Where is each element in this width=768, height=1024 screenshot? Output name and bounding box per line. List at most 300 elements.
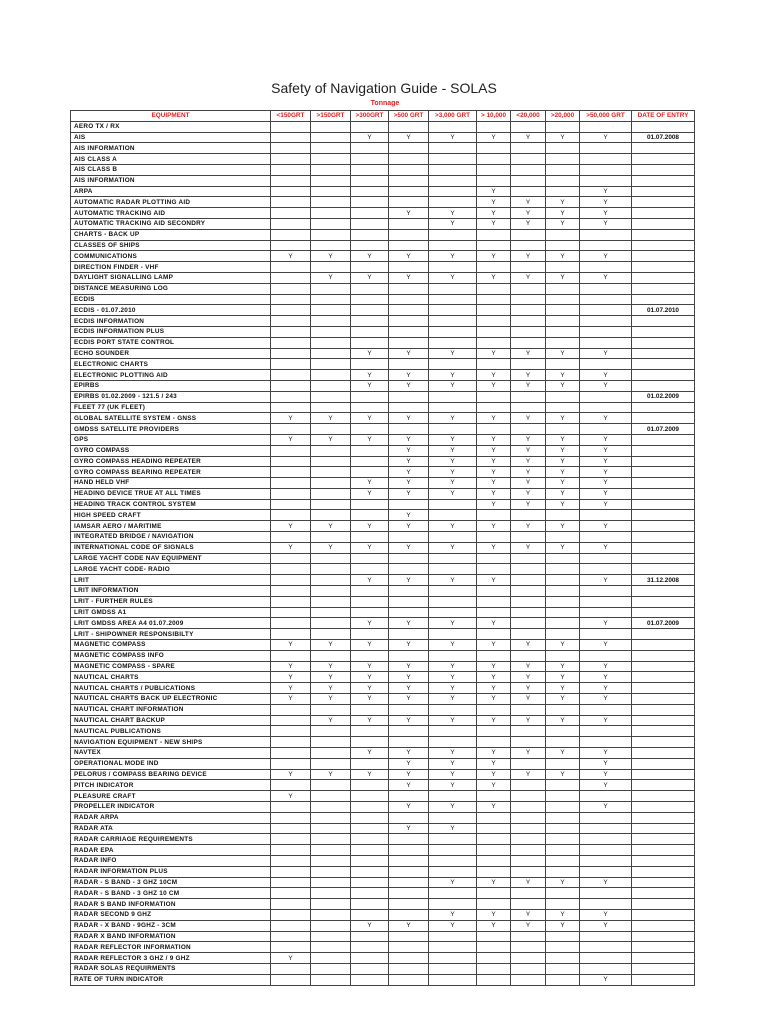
tonnage-cell <box>271 715 311 726</box>
date-of-entry-cell: 01.02.2009 <box>632 391 695 402</box>
tonnage-cell <box>389 726 429 737</box>
tonnage-cell: Y <box>511 348 546 359</box>
date-of-entry-cell <box>632 326 695 337</box>
equipment-cell: CLASSES OF SHIPS <box>71 240 271 251</box>
tonnage-cell <box>477 262 511 273</box>
tonnage-cell <box>351 218 389 229</box>
tonnage-cell <box>580 564 632 575</box>
tonnage-cell <box>580 596 632 607</box>
tonnage-cell <box>351 283 389 294</box>
date-of-entry-cell <box>632 316 695 327</box>
tonnage-cell <box>271 186 311 197</box>
tonnage-cell: Y <box>477 694 511 705</box>
tonnage-cell: Y <box>511 542 546 553</box>
date-of-entry-cell <box>632 780 695 791</box>
equipment-cell: HIGH SPEED CRAFT <box>71 510 271 521</box>
table-row <box>71 208 695 219</box>
table-row <box>71 305 695 316</box>
tonnage-cell: Y <box>511 640 546 651</box>
tonnage-cell <box>429 866 477 877</box>
tonnage-cell <box>511 229 546 240</box>
tonnage-cell <box>311 758 351 769</box>
tonnage-cell <box>429 845 477 856</box>
table-row <box>71 413 695 424</box>
tonnage-cell: Y <box>580 694 632 705</box>
tonnage-cell <box>271 272 311 283</box>
tonnage-cell: Y <box>389 683 429 694</box>
tonnage-cell <box>580 888 632 899</box>
tonnage-cell: Y <box>546 272 580 283</box>
tonnage-cell <box>429 499 477 510</box>
tonnage-cell <box>311 218 351 229</box>
tonnage-cell <box>546 154 580 165</box>
tonnage-cell: Y <box>546 769 580 780</box>
tonnage-cell: Y <box>351 272 389 283</box>
tonnage-cell <box>477 704 511 715</box>
tonnage-cell: Y <box>271 640 311 651</box>
tonnage-cell <box>546 316 580 327</box>
tonnage-cell: Y <box>580 380 632 391</box>
tonnage-cell <box>351 877 389 888</box>
tonnage-cell <box>271 532 311 543</box>
tonnage-cell: Y <box>546 197 580 208</box>
tonnage-cell <box>311 208 351 219</box>
tonnage-cell <box>511 942 546 953</box>
tonnage-cell: Y <box>580 272 632 283</box>
tonnage-cell: Y <box>477 758 511 769</box>
tonnage-cell: Y <box>477 467 511 478</box>
tonnage-cell <box>580 424 632 435</box>
tonnage-cell: Y <box>429 348 477 359</box>
tonnage-cell: Y <box>546 683 580 694</box>
equipment-cell: AIS CLASS B <box>71 164 271 175</box>
tonnage-cell: Y <box>429 488 477 499</box>
tonnage-cell <box>429 942 477 953</box>
tonnage-cell: Y <box>389 445 429 456</box>
tonnage-cell <box>511 618 546 629</box>
equipment-cell: RADAR S BAND INFORMATION <box>71 899 271 910</box>
tonnage-cell <box>351 845 389 856</box>
equipment-cell: RADAR INFORMATION PLUS <box>71 866 271 877</box>
tonnage-cell <box>389 316 429 327</box>
tonnage-cell <box>429 402 477 413</box>
tonnage-cell <box>389 564 429 575</box>
tonnage-cell <box>429 931 477 942</box>
date-of-entry-cell <box>632 348 695 359</box>
equipment-cell: LRIT INFORMATION <box>71 586 271 597</box>
tonnage-cell: Y <box>477 618 511 629</box>
equipment-cell: PITCH INDICATOR <box>71 780 271 791</box>
tonnage-cell: Y <box>546 877 580 888</box>
table-row <box>71 704 695 715</box>
table-row <box>71 769 695 780</box>
tonnage-cell <box>477 823 511 834</box>
tonnage-cell <box>271 467 311 478</box>
tonnage-cell <box>546 855 580 866</box>
tonnage-cell: Y <box>580 780 632 791</box>
tonnage-cell: Y <box>311 694 351 705</box>
equipment-cell: ELECTRONIC PLOTTING AID <box>71 370 271 381</box>
date-of-entry-cell <box>632 164 695 175</box>
tonnage-cell <box>389 963 429 974</box>
tonnage-cell <box>429 305 477 316</box>
tonnage-cell <box>546 553 580 564</box>
table-row <box>71 164 695 175</box>
equipment-cell: NAUTICAL PUBLICATIONS <box>71 726 271 737</box>
tonnage-cell: Y <box>311 715 351 726</box>
tonnage-cell: Y <box>477 521 511 532</box>
tonnage-cell: Y <box>546 694 580 705</box>
tonnage-cell: Y <box>429 758 477 769</box>
tonnage-cell: Y <box>389 575 429 586</box>
tonnage-cell: Y <box>351 488 389 499</box>
column-header-under-20000: <20,000 <box>511 111 546 122</box>
tonnage-cell <box>271 963 311 974</box>
table-row <box>71 575 695 586</box>
tonnage-cell <box>311 974 351 985</box>
table-row <box>71 877 695 888</box>
tonnage-cell: Y <box>580 758 632 769</box>
tonnage-cell <box>271 218 311 229</box>
tonnage-cell <box>311 164 351 175</box>
tonnage-cell: Y <box>351 748 389 759</box>
tonnage-cell: Y <box>351 434 389 445</box>
tonnage-cell: Y <box>477 542 511 553</box>
tonnage-cell <box>546 802 580 813</box>
tonnage-cell <box>351 305 389 316</box>
tonnage-cell <box>389 866 429 877</box>
date-of-entry-cell <box>632 845 695 856</box>
date-of-entry-cell <box>632 899 695 910</box>
tonnage-cell: Y <box>477 186 511 197</box>
tonnage-cell <box>546 586 580 597</box>
tonnage-cell <box>351 942 389 953</box>
tonnage-cell: Y <box>429 434 477 445</box>
equipment-cell: ECDIS PORT STATE CONTROL <box>71 337 271 348</box>
tonnage-cell <box>546 510 580 521</box>
date-of-entry-cell <box>632 402 695 413</box>
tonnage-cell <box>429 704 477 715</box>
column-header-under-150grt: <150GRT <box>271 111 311 122</box>
tonnage-cell <box>546 780 580 791</box>
equipment-cell: NAUTICAL CHARTS / PUBLICATIONS <box>71 683 271 694</box>
header-row <box>71 111 695 122</box>
tonnage-cell <box>351 467 389 478</box>
tonnage-cell <box>429 510 477 521</box>
tonnage-cell <box>311 888 351 899</box>
tonnage-cell <box>351 953 389 964</box>
tonnage-cell <box>389 899 429 910</box>
tonnage-cell <box>351 121 389 132</box>
tonnage-cell: Y <box>511 748 546 759</box>
tonnage-cell <box>511 424 546 435</box>
tonnage-cell: Y <box>580 434 632 445</box>
tonnage-cell <box>546 262 580 273</box>
date-of-entry-cell <box>632 143 695 154</box>
tonnage-cell <box>580 855 632 866</box>
date-of-entry-cell <box>632 834 695 845</box>
tonnage-cell <box>429 154 477 165</box>
tonnage-cell <box>580 359 632 370</box>
tonnage-cell <box>271 888 311 899</box>
tonnage-cell: Y <box>511 197 546 208</box>
tonnage-cell <box>389 942 429 953</box>
tonnage-cell <box>511 823 546 834</box>
date-of-entry-cell <box>632 629 695 640</box>
tonnage-cell: Y <box>351 920 389 931</box>
date-of-entry-cell <box>632 694 695 705</box>
tonnage-cell: Y <box>389 920 429 931</box>
tonnage-cell: Y <box>580 499 632 510</box>
table-row <box>71 240 695 251</box>
tonnage-cell <box>311 467 351 478</box>
date-of-entry-cell <box>632 726 695 737</box>
tonnage-cell: Y <box>429 920 477 931</box>
date-of-entry-cell <box>632 802 695 813</box>
tonnage-cell <box>389 974 429 985</box>
tonnage-cell <box>429 316 477 327</box>
tonnage-cell <box>311 348 351 359</box>
tonnage-cell <box>389 262 429 273</box>
tonnage-cell: Y <box>429 272 477 283</box>
equipment-cell: AIS CLASS A <box>71 154 271 165</box>
tonnage-cell <box>271 402 311 413</box>
tonnage-cell <box>351 802 389 813</box>
tonnage-cell: Y <box>389 769 429 780</box>
tonnage-cell <box>580 899 632 910</box>
tonnage-cell: Y <box>429 218 477 229</box>
equipment-cell: LRIT GMDSS AREA A4 01.07.2009 <box>71 618 271 629</box>
tonnage-cell: Y <box>311 683 351 694</box>
tonnage-cell <box>311 899 351 910</box>
tonnage-cell <box>580 175 632 186</box>
tonnage-cell: Y <box>429 251 477 262</box>
date-of-entry-cell <box>632 650 695 661</box>
equipment-cell: RADAR ARPA <box>71 812 271 823</box>
tonnage-cell: Y <box>351 478 389 489</box>
date-of-entry-cell <box>632 888 695 899</box>
tonnage-cell: Y <box>389 348 429 359</box>
tonnage-cell <box>580 229 632 240</box>
tonnage-cell: Y <box>429 456 477 467</box>
tonnage-cell <box>311 866 351 877</box>
tonnage-cell: Y <box>546 434 580 445</box>
tonnage-cell: Y <box>271 251 311 262</box>
table-row <box>71 456 695 467</box>
tonnage-cell <box>511 510 546 521</box>
tonnage-cell <box>546 888 580 899</box>
tonnage-cell: Y <box>351 348 389 359</box>
tonnage-cell <box>389 391 429 402</box>
equipment-cell: HEADING DEVICE TRUE AT ALL TIMES <box>71 488 271 499</box>
equipment-cell: NAVIGATION EQUIPMENT - NEW SHIPS <box>71 737 271 748</box>
tonnage-cell: Y <box>477 769 511 780</box>
tonnage-cell <box>311 121 351 132</box>
tonnage-cell: Y <box>389 132 429 143</box>
tonnage-cell: Y <box>429 478 477 489</box>
tonnage-cell <box>429 899 477 910</box>
date-of-entry-cell <box>632 197 695 208</box>
equipment-cell: AIS INFORMATION <box>71 175 271 186</box>
table-row <box>71 553 695 564</box>
tonnage-cell: Y <box>477 218 511 229</box>
tonnage-cell <box>271 370 311 381</box>
tonnage-cell: Y <box>351 672 389 683</box>
tonnage-cell: Y <box>311 542 351 553</box>
date-of-entry-cell <box>632 370 695 381</box>
tonnage-cell <box>580 316 632 327</box>
tonnage-cell: Y <box>546 478 580 489</box>
tonnage-cell: Y <box>389 510 429 521</box>
tonnage-cell: Y <box>511 251 546 262</box>
date-of-entry-cell <box>632 855 695 866</box>
equipment-cell: RADAR REFLECTOR 3 GHZ / 9 GHZ <box>71 953 271 964</box>
tonnage-cell <box>351 402 389 413</box>
tonnage-cell <box>511 596 546 607</box>
tonnage-cell: Y <box>429 780 477 791</box>
page-title: Safety of Navigation Guide - SOLAS <box>271 80 497 96</box>
tonnage-cell <box>351 758 389 769</box>
tonnage-cell: Y <box>429 445 477 456</box>
table-row <box>71 715 695 726</box>
table-row <box>71 834 695 845</box>
tonnage-cell: Y <box>389 640 429 651</box>
equipment-cell: IAMSAR AERO / MARITIME <box>71 521 271 532</box>
tonnage-cell: Y <box>271 694 311 705</box>
equipment-cell: RADAR SOLAS REQUIRMENTS <box>71 963 271 974</box>
tonnage-cell <box>271 877 311 888</box>
tonnage-cell <box>546 596 580 607</box>
date-of-entry-cell <box>632 359 695 370</box>
tonnage-cell <box>271 629 311 640</box>
tonnage-cell: Y <box>429 769 477 780</box>
tonnage-cell <box>271 575 311 586</box>
tonnage-cell <box>511 143 546 154</box>
tonnage-cell: Y <box>580 715 632 726</box>
tonnage-cell <box>311 791 351 802</box>
tonnage-cell <box>511 283 546 294</box>
tonnage-cell: Y <box>511 672 546 683</box>
tonnage-cell <box>351 186 389 197</box>
tonnage-cell <box>580 532 632 543</box>
table-row <box>71 931 695 942</box>
equipment-cell: ECDIS INFORMATION <box>71 316 271 327</box>
tonnage-cell: Y <box>580 348 632 359</box>
tonnage-cell <box>389 596 429 607</box>
tonnage-cell: Y <box>389 542 429 553</box>
tonnage-cell: Y <box>389 694 429 705</box>
tonnage-cell <box>311 963 351 974</box>
tonnage-cell <box>511 564 546 575</box>
column-header-over-500grt: >500 GRT <box>389 111 429 122</box>
tonnage-cell <box>546 575 580 586</box>
tonnage-cell <box>311 650 351 661</box>
tonnage-cell: Y <box>511 661 546 672</box>
tonnage-cell: Y <box>477 575 511 586</box>
tonnage-cell <box>311 499 351 510</box>
date-of-entry-cell <box>632 532 695 543</box>
date-of-entry-cell <box>632 294 695 305</box>
tonnage-cell <box>546 704 580 715</box>
tonnage-cell <box>477 326 511 337</box>
tonnage-cell: Y <box>511 683 546 694</box>
tonnage-cell: Y <box>477 478 511 489</box>
tonnage-cell <box>389 186 429 197</box>
tonnage-cell: Y <box>580 802 632 813</box>
tonnage-cell <box>351 855 389 866</box>
date-of-entry-cell <box>632 769 695 780</box>
date-of-entry-cell <box>632 737 695 748</box>
tonnage-cell <box>271 920 311 931</box>
tonnage-cell <box>429 359 477 370</box>
tonnage-cell <box>389 326 429 337</box>
tonnage-cell: Y <box>351 542 389 553</box>
date-of-entry-cell <box>632 434 695 445</box>
tonnage-cell: Y <box>580 413 632 424</box>
tonnage-cell <box>351 963 389 974</box>
tonnage-cell <box>271 164 311 175</box>
table-row <box>71 564 695 575</box>
tonnage-cell <box>511 726 546 737</box>
date-of-entry-cell <box>632 478 695 489</box>
tonnage-cell <box>389 629 429 640</box>
date-of-entry-cell <box>632 877 695 888</box>
tonnage-cell: Y <box>511 132 546 143</box>
tonnage-cell <box>511 899 546 910</box>
tonnage-cell: Y <box>511 521 546 532</box>
date-of-entry-cell <box>632 175 695 186</box>
tonnage-cell <box>351 812 389 823</box>
tonnage-cell <box>351 240 389 251</box>
tonnage-cell: Y <box>546 445 580 456</box>
tonnage-cell: Y <box>311 769 351 780</box>
tonnage-cell: Y <box>271 953 311 964</box>
tonnage-cell <box>580 812 632 823</box>
tonnage-cell <box>477 240 511 251</box>
tonnage-cell: Y <box>477 802 511 813</box>
tonnage-cell <box>351 208 389 219</box>
table-row <box>71 197 695 208</box>
tonnage-cell: Y <box>580 197 632 208</box>
tonnage-cell <box>429 791 477 802</box>
tonnage-cell <box>351 780 389 791</box>
tonnage-cell <box>271 866 311 877</box>
table-row <box>71 607 695 618</box>
table-row <box>71 845 695 856</box>
equipment-cell: NAUTICAL CHARTS <box>71 672 271 683</box>
tonnage-cell <box>477 316 511 327</box>
tonnage-cell <box>477 629 511 640</box>
tonnage-cell: Y <box>477 661 511 672</box>
column-header-equipment: EQUIPMENT <box>71 111 271 122</box>
equipment-cell: HAND HELD VHF <box>71 478 271 489</box>
tonnage-cell <box>511 931 546 942</box>
tonnage-cell <box>311 337 351 348</box>
tonnage-cell <box>271 704 311 715</box>
tonnage-cell <box>580 834 632 845</box>
tonnage-cell <box>271 737 311 748</box>
tonnage-cell: Y <box>271 661 311 672</box>
tonnage-cell <box>477 164 511 175</box>
tonnage-cell <box>351 629 389 640</box>
equipment-cell: ARPA <box>71 186 271 197</box>
equipment-cell: NAUTICAL CHART INFORMATION <box>71 704 271 715</box>
tonnage-cell: Y <box>477 251 511 262</box>
tonnage-cell: Y <box>546 456 580 467</box>
tonnage-cell <box>580 791 632 802</box>
equipment-cell: RADAR - S BAND - 3 GHZ 10 CM <box>71 888 271 899</box>
tonnage-cell <box>389 532 429 543</box>
